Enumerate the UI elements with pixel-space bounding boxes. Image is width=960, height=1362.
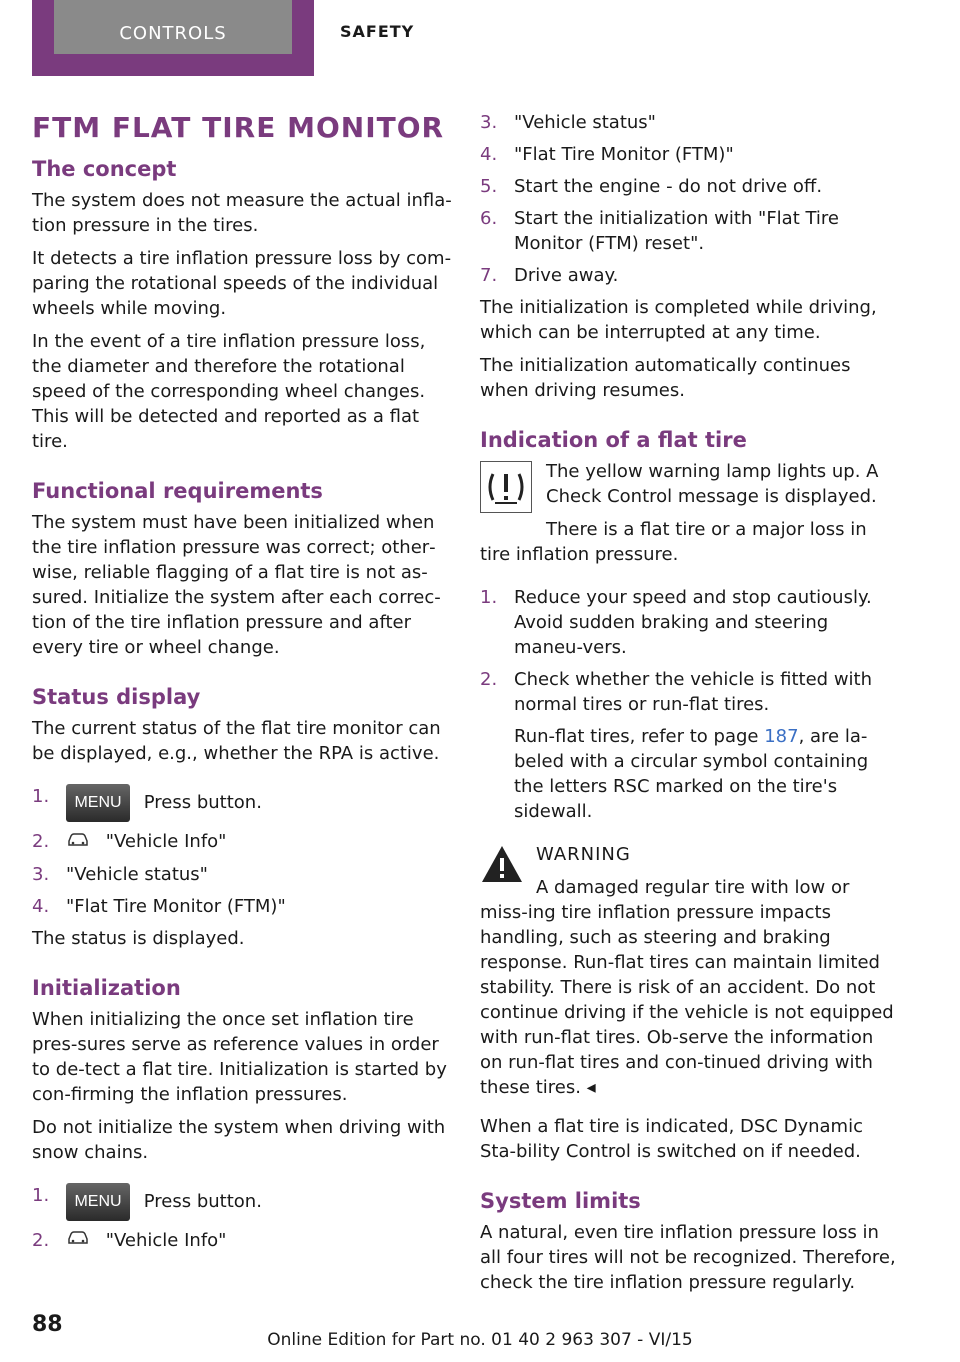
step-number: 1.	[480, 587, 498, 608]
step-number: 1.	[32, 786, 50, 807]
step-text: "Vehicle Info"	[105, 1229, 227, 1251]
step-text: Press button.	[143, 1190, 262, 1212]
list-item	[32, 862, 452, 887]
page-title: FTM FLAT TIRE MONITOR	[32, 111, 445, 144]
status-result: The status is displayed.	[32, 927, 245, 949]
initialization-steps	[32, 1183, 452, 1254]
page-link-187[interactable]: 187	[764, 726, 799, 747]
menu-button-icon: MENU	[66, 784, 130, 822]
system-limits-heading: System limits	[480, 1189, 641, 1213]
concept-heading: The concept	[32, 157, 177, 181]
initialization-paragraph-4: The initialization automatically continues when driving resumes.	[480, 355, 851, 401]
list-item	[480, 585, 900, 660]
tire-warning-lamp-icon	[480, 461, 532, 513]
concept-paragraph-3: In the event of a tire inflation pressure loss, the diameter and therefore the rotational speed of the corresponding wheel changes. This will be detected and reported as a flat tire.	[32, 331, 426, 452]
page-number: 88	[32, 1312, 63, 1337]
car-icon	[66, 830, 92, 855]
dsc-paragraph: When a flat tire is indicated, DSC Dynamic Sta‐bility Control is switched on if needed.	[480, 1116, 863, 1162]
warning-triangle-icon	[480, 844, 524, 884]
runflat-text-pre: Run-flat tires, refer to page	[514, 726, 765, 747]
tab-controls[interactable]	[32, 0, 314, 76]
list-item	[480, 206, 900, 256]
right-column	[480, 110, 900, 1303]
step-number: 1.	[32, 1184, 50, 1206]
menu-button-icon: MENU	[66, 1183, 130, 1221]
step-text: "Flat Tire Monitor (FTM)"	[514, 144, 734, 165]
step-text: "Vehicle Info"	[105, 831, 227, 852]
requirements-paragraph: The system must have been initialized when the tire inflation pressure was correct; other‐wise, reliable flagging of a flat tire is not as‐sured. Initialize the system after each correc‐tion of the tire inflation pressure and after every tire or wheel change.	[32, 512, 441, 658]
initialization-paragraph-2: Do not initialize the system when driving with snow chains.	[32, 1116, 446, 1163]
list-item	[480, 142, 900, 167]
status-paragraph: The current status of the flat tire monitor can be displayed, e.g., whether the RPA is active.	[32, 718, 441, 764]
list-item	[32, 829, 452, 855]
list-item	[32, 1183, 452, 1221]
runflat-text-post: , are la‐beled with a circular symbol containing the letters RSC marked on the tire's sidewall.	[514, 726, 869, 822]
initialization-paragraph-1: When initializing the once set inflation tire pres‐sures serve as reference values in order to de‐tect a flat tire. Initialization is started by con‐firming the inflation pressures.	[32, 1008, 447, 1105]
list-item	[32, 1228, 452, 1254]
step-text: Press button.	[143, 792, 262, 813]
step-number: 3.	[32, 863, 50, 885]
list-item	[480, 667, 900, 717]
step-number: 4.	[32, 895, 50, 917]
step-text: Start the engine - do not drive off.	[514, 176, 823, 197]
requirements-heading: Functional requirements	[32, 479, 323, 503]
status-steps	[32, 784, 452, 919]
concept-paragraph-1: The system does not measure the actual infla‐tion pressure in the tires.	[32, 190, 452, 236]
step-number: 4.	[480, 144, 498, 165]
step-number: 5.	[480, 176, 498, 197]
footer-edition: Online Edition for Part no. 01 40 2 963 307 - VI/15	[267, 1330, 693, 1350]
status-heading: Status display	[32, 685, 201, 709]
step-number: 7.	[480, 265, 498, 286]
left-column	[32, 110, 452, 1260]
step-text: "Vehicle status"	[66, 863, 208, 885]
flat-tire-heading: Indication of a flat tire	[480, 428, 747, 452]
flat-tire-steps	[480, 585, 900, 717]
step-number: 6.	[480, 208, 498, 229]
step-number: 3.	[480, 112, 498, 133]
initialization-heading: Initialization	[32, 975, 181, 1000]
header-tabbar	[0, 0, 960, 76]
system-limits-paragraph: A natural, even tire inflation pressure loss in all four tires will not be recognized. Therefore, check the tire inflation pressure regularly.	[480, 1222, 896, 1293]
list-item	[32, 894, 452, 919]
list-item	[480, 263, 900, 288]
flat-tire-paragraph-1: The yellow warning lamp lights up. A Check Control message is displayed.	[546, 461, 879, 507]
step-text: Drive away.	[514, 265, 619, 286]
car-icon	[66, 1228, 92, 1253]
step-text: "Vehicle status"	[514, 112, 656, 133]
runflat-paragraph	[514, 724, 900, 824]
initialization-steps-continued	[480, 110, 900, 288]
step-text: Reduce your speed and stop cautiously. Avoid sudden braking and steering maneu‐vers.	[514, 587, 872, 658]
initialization-paragraph-3: The initialization is completed while driving, which can be interrupted at any time.	[480, 297, 877, 343]
tab-controls-label: CONTROLS	[54, 0, 292, 54]
concept-paragraph-2: It detects a tire inflation pressure loss by com‐paring the rotational speeds of the individual wheels while moving.	[32, 248, 452, 319]
list-item	[32, 784, 452, 822]
list-item	[480, 174, 900, 199]
tab-safety[interactable]: SAFETY	[340, 22, 415, 41]
step-text: "Flat Tire Monitor (FTM)"	[66, 895, 286, 917]
step-number: 2.	[480, 669, 498, 690]
step-text: Start the initialization with "Flat Tire Monitor (FTM) reset".	[514, 208, 840, 254]
warning-text: A damaged regular tire with low or miss‐ing tire inflation pressure impacts handling, such as steering and braking response. Run-flat tires can maintain limited stability. There is risk of an accident. Do not continue driving if the vehicle is not equipped with run-flat tires. Ob‐serve the information on run-flat tires and con‐tinued driving with these tires. ◂	[480, 877, 894, 1098]
warning-label: WARNING	[536, 844, 631, 865]
step-text: Check whether the vehicle is fitted with normal tires or run-flat tires.	[514, 669, 873, 715]
list-item	[480, 110, 900, 135]
step-number: 2.	[32, 1229, 50, 1251]
step-number: 2.	[32, 831, 50, 852]
flat-tire-paragraph-2: There is a flat tire or a major loss in tire inflation pressure.	[480, 519, 867, 565]
